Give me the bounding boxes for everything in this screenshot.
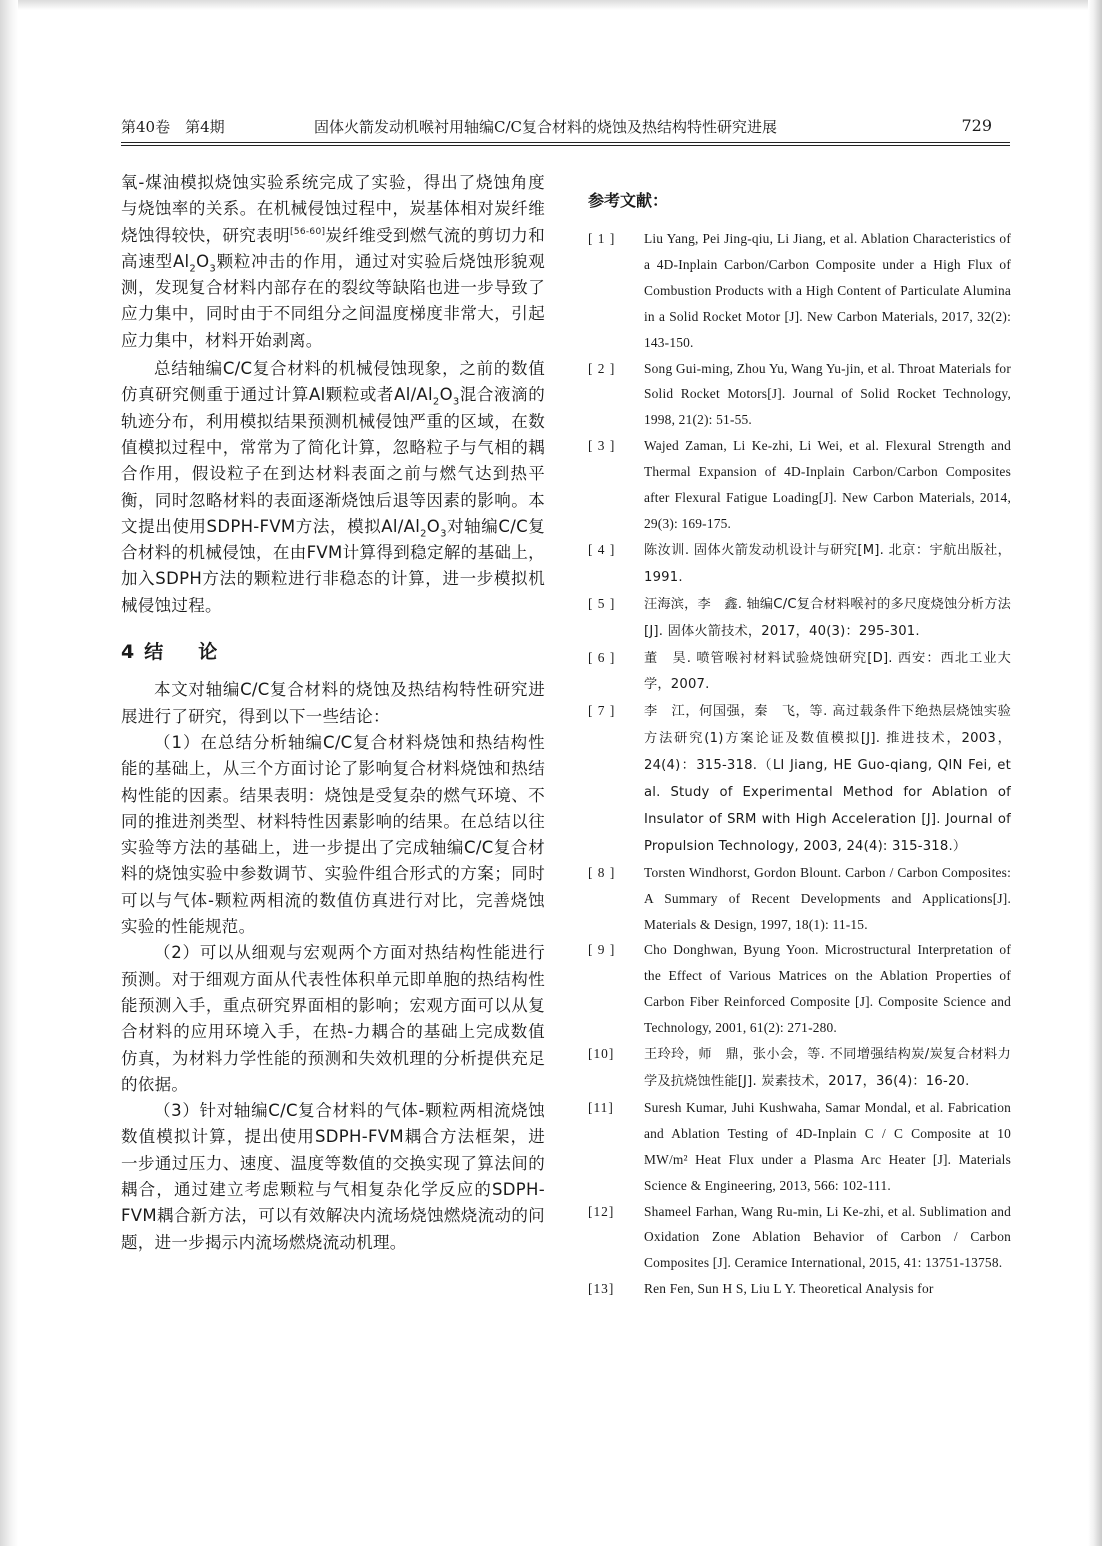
body-paragraph-6: （3）针对轴编C/C复合材料的气体-颗粒两相流烧蚀数值模拟计算，提出使用SDPH-FVM耦合方法框架，进一步通过压力、速度、温度等数值的交换实现了算法间的耦合，通过建立考虑颗粒与气相复杂化学反应的SDPH-FVM耦合新方法，可以有效解决内流场烧蚀燃烧流动的问题，进一步揭示内流场燃烧流动机理。 bbox=[121, 1101, 545, 1252]
reference-text: Cho Donghwan, Byung Yoon. Microstructural Interpretation of the Effect of Various Matrices on the Ablation Properties of Carbon Fiber Reinforced Composite [J]. Composite Science and Technology, 2001, 61(2): 271-280. bbox=[644, 942, 1011, 1036]
reference-item bbox=[588, 645, 1011, 699]
reference-text: 王玲玲，师 鼎，张小会，等. 不同增强结构炭/炭复合材料力学及抗烧蚀性能[J]. 炭素技术，2017，36(4)：16-20. bbox=[644, 1047, 1011, 1089]
header-rule bbox=[121, 142, 1010, 146]
reference-item bbox=[588, 537, 1011, 591]
reference-text: Ren Fen, Sun H S, Liu L Y. Theoretical Analysis for bbox=[644, 1281, 934, 1297]
page-edge-shadow-right bbox=[1088, 0, 1102, 1546]
reference-item bbox=[588, 356, 1011, 434]
reference-number: [ 9 ] bbox=[588, 942, 616, 958]
reference-number: [ 7 ] bbox=[588, 703, 616, 719]
reference-number: [ 6 ] bbox=[588, 649, 616, 665]
page-edge-shadow-top bbox=[0, 0, 1102, 10]
reference-item bbox=[588, 937, 1011, 1041]
right-column bbox=[588, 188, 1011, 1302]
page-edge-shadow-left bbox=[0, 0, 18, 1546]
subscript: 2 bbox=[189, 263, 197, 275]
body-paragraph-4: （1）在总结分析轴编C/C复合材料烧蚀和热结构性能的基础上，从三个方面讨论了影响复合材料烧蚀和热结构性能的因素。结果表明：烧蚀是受复杂的燃气环境、不同的推进剂类型、材料特性因素影响的结果。在总结以往实验等方法的基础上，进一步提出了完成轴编C/C复合材料的烧蚀实验中参数调节、实验件组合形式的方案；同时可以与气体-颗粒两相流的数值仿真进行对比，完善烧蚀实验的性能规范。 bbox=[121, 732, 545, 937]
left-column bbox=[121, 170, 545, 1256]
subscript: 3 bbox=[440, 528, 447, 540]
reference-item bbox=[588, 433, 1011, 537]
subscript: 3 bbox=[452, 396, 460, 408]
reference-item bbox=[588, 698, 1011, 859]
para1-text-b: 炭纤维受到燃气流的剪切力和高速型Al bbox=[121, 225, 546, 271]
reference-item bbox=[588, 1095, 1011, 1199]
para1-text-a: 氧-煤油模拟烧蚀实验系统完成了实验，得出了烧蚀角度与烧蚀率的关系。在机械侵蚀过程中，炭基体相对炭纤维烧蚀得较快，研究表明 bbox=[121, 173, 545, 245]
page-number: 729 bbox=[961, 116, 992, 135]
reference-text: 李 江，何国强，秦 飞，等. 高过载条件下绝热层烧蚀实验方法研究(1)方案论证及数值模拟[J]. 推进技术，2003，24(4)：315-318.（LI Jiang, HE Guo-qiang, QIN Fei, et al. Study of Experimental Method for Ablation of Insulator of SRM with High Acceleration [J]. Journal of Propulsion Technology, 2003, 24(4): 315-318.） bbox=[644, 704, 1011, 854]
reference-number: [12] bbox=[588, 1203, 615, 1219]
subscript: 3 bbox=[209, 263, 217, 275]
para2-text-c: 对轴编C/C复合材料的机械侵蚀，在由FVM计算得到稳定解的基础上，加入SDPH方法的颗粒进行非稳态的计算，进一步模拟机械侵蚀过程。 bbox=[121, 516, 545, 615]
section-heading bbox=[121, 639, 545, 665]
para1-text-c: 颗粒冲击的作用，通过对实验后烧蚀形貌观测，发现复合材料内部存在的裂纹等缺陷也进一步导致了应力集中，同时由于不同组分之间温度梯度非常大，引起应力集中，材料开始剥离。 bbox=[121, 251, 546, 350]
para2-oxygen: O bbox=[439, 385, 453, 405]
reference-number: [ 5 ] bbox=[588, 595, 616, 611]
para2-oxygen-2: O bbox=[426, 516, 441, 536]
reference-text: Torsten Windhorst, Gordon Blount. Carbon / Carbon Composites: A Summary of Recent Developments and Applications[J]. Materials & Design, 1997, 18(1): 11-15. bbox=[644, 864, 1011, 932]
body-paragraph-5: （2）可以从细观与宏观两个方面对热结构性能进行预测。对于细观方面从代表性体积单元即单胞的热结构性能预测入手，重点研究界面相的影响；宏观方面可以从复合材料的应用环境入手，在热-力耦合的基础上完成数值仿真，为材料力学性能的预测和失效机理的分析提供充足的依据。 bbox=[121, 943, 545, 1094]
reference-number: [ 3 ] bbox=[588, 438, 616, 454]
reference-number: [11] bbox=[588, 1099, 614, 1115]
reference-number: [ 8 ] bbox=[588, 864, 616, 880]
references-heading: 参考文献： bbox=[588, 191, 669, 210]
reference-text: 董 昊. 喷管喉衬材料试验烧蚀研究[D]. 西安：西北工业大学，2007. bbox=[644, 650, 1011, 693]
reference-number: [13] bbox=[588, 1281, 615, 1297]
reference-text: Suresh Kumar, Juhi Kushwaha, Samar Mondal, et al. Fabrication and Ablation Testing of 4D-Inplain C / C Composite at 10 MW/m² Heat Flux under a Plasma Arc Heater [J]. Materials Science & Engineering, 2013, 566: 102-111. bbox=[644, 1099, 1011, 1193]
reference-text: Wajed Zaman, Li Ke-zhi, Li Wei, et al. Flexural Strength and Thermal Expansion of 4D-Inplain Carbon/Carbon Composites after Flexural Fatigue Loading[J]. New Carbon Materials, 2014, 29(3): 169-175. bbox=[644, 438, 1011, 531]
reference-item bbox=[588, 1276, 1011, 1302]
subscript: 2 bbox=[432, 396, 440, 408]
section-number: 4 bbox=[121, 641, 135, 664]
para2-text-a: 总结轴编C/C复合材料的机械侵蚀现象，之前的数值仿真研究侧重于通过计算Al颗粒或者Al/Al bbox=[121, 359, 545, 405]
section-title: 结 论 bbox=[144, 641, 226, 664]
body-paragraph-2 bbox=[121, 356, 545, 619]
reference-item bbox=[588, 860, 1011, 938]
reference-item bbox=[588, 1041, 1011, 1095]
running-header bbox=[121, 116, 1010, 140]
reference-text: Liu Yang, Pei Jing-qiu, Li Jiang, et al. Ablation Characteristics of a 4D-Inplain Carbon/Carbon Composite under a High Flux of Combustion Products with a High Content of Particulate Alumina in a Solid Rocket Motor [J]. New Carbon Materials, 2017, 32(2): 143-150. bbox=[644, 231, 1011, 350]
reference-number: [ 4 ] bbox=[588, 541, 616, 557]
para1-oxygen: O bbox=[196, 251, 210, 271]
running-title: 固体火箭发动机喉衬用轴编C/C复合材料的烧蚀及热结构特性研究进展 bbox=[314, 118, 778, 136]
reference-text: Shameel Farhan, Wang Ru-min, Li Ke-zhi, et al. Sublimation and Oxidation Zone Ablation Behavior of Carbon / Carbon Composites [J]. Ceramice International, 2015, 41: 13751-13758. bbox=[644, 1203, 1011, 1271]
reference-text: Song Gui-ming, Zhou Yu, Wang Yu-jin, et al. Throat Materials for Solid Rocket Motors[J]. Journal of Solid Rocket Technology, 1998, 21(2): 51-55. bbox=[644, 360, 1011, 428]
reference-item bbox=[588, 591, 1011, 645]
subscript: 2 bbox=[420, 528, 427, 540]
reference-text: 陈汝训. 固体火箭发动机设计与研究[M]. 北京：宇航出版社，1991. bbox=[644, 542, 1011, 585]
reference-item bbox=[588, 1199, 1011, 1277]
citation-56-60: [56-60] bbox=[290, 226, 326, 237]
para2-text-b: 混合液滴的轨迹分布，利用模拟结果预测机械侵蚀严重的区域，在数值模拟过程中，常常为了简化计算，忽略粒子与气相的耦合作用，假设粒子在到达材料表面之前与燃气达到热平衡，同时忽略材料的表面逐渐烧蚀后退等因素的影响。本文提出使用SDPH-FVM方法，模拟Al/Al bbox=[121, 385, 545, 536]
reference-number: [10] bbox=[588, 1046, 615, 1062]
body-paragraph-3: 本文对轴编C/C复合材料的烧蚀及热结构特性研究进展进行了研究，得到以下一些结论： bbox=[121, 680, 545, 726]
volume-issue: 第40卷 第4期 bbox=[121, 118, 225, 136]
reference-number: [ 2 ] bbox=[588, 360, 616, 376]
reference-list bbox=[588, 226, 1011, 1302]
body-paragraph-1 bbox=[121, 170, 545, 354]
reference-item bbox=[588, 226, 1011, 356]
reference-text: 汪海滨，李 鑫. 轴编C/C复合材料喉衬的多尺度烧蚀分析方法[J]. 固体火箭技术，2017，40(3)：295-301. bbox=[644, 596, 1011, 639]
reference-number: [ 1 ] bbox=[588, 231, 616, 246]
